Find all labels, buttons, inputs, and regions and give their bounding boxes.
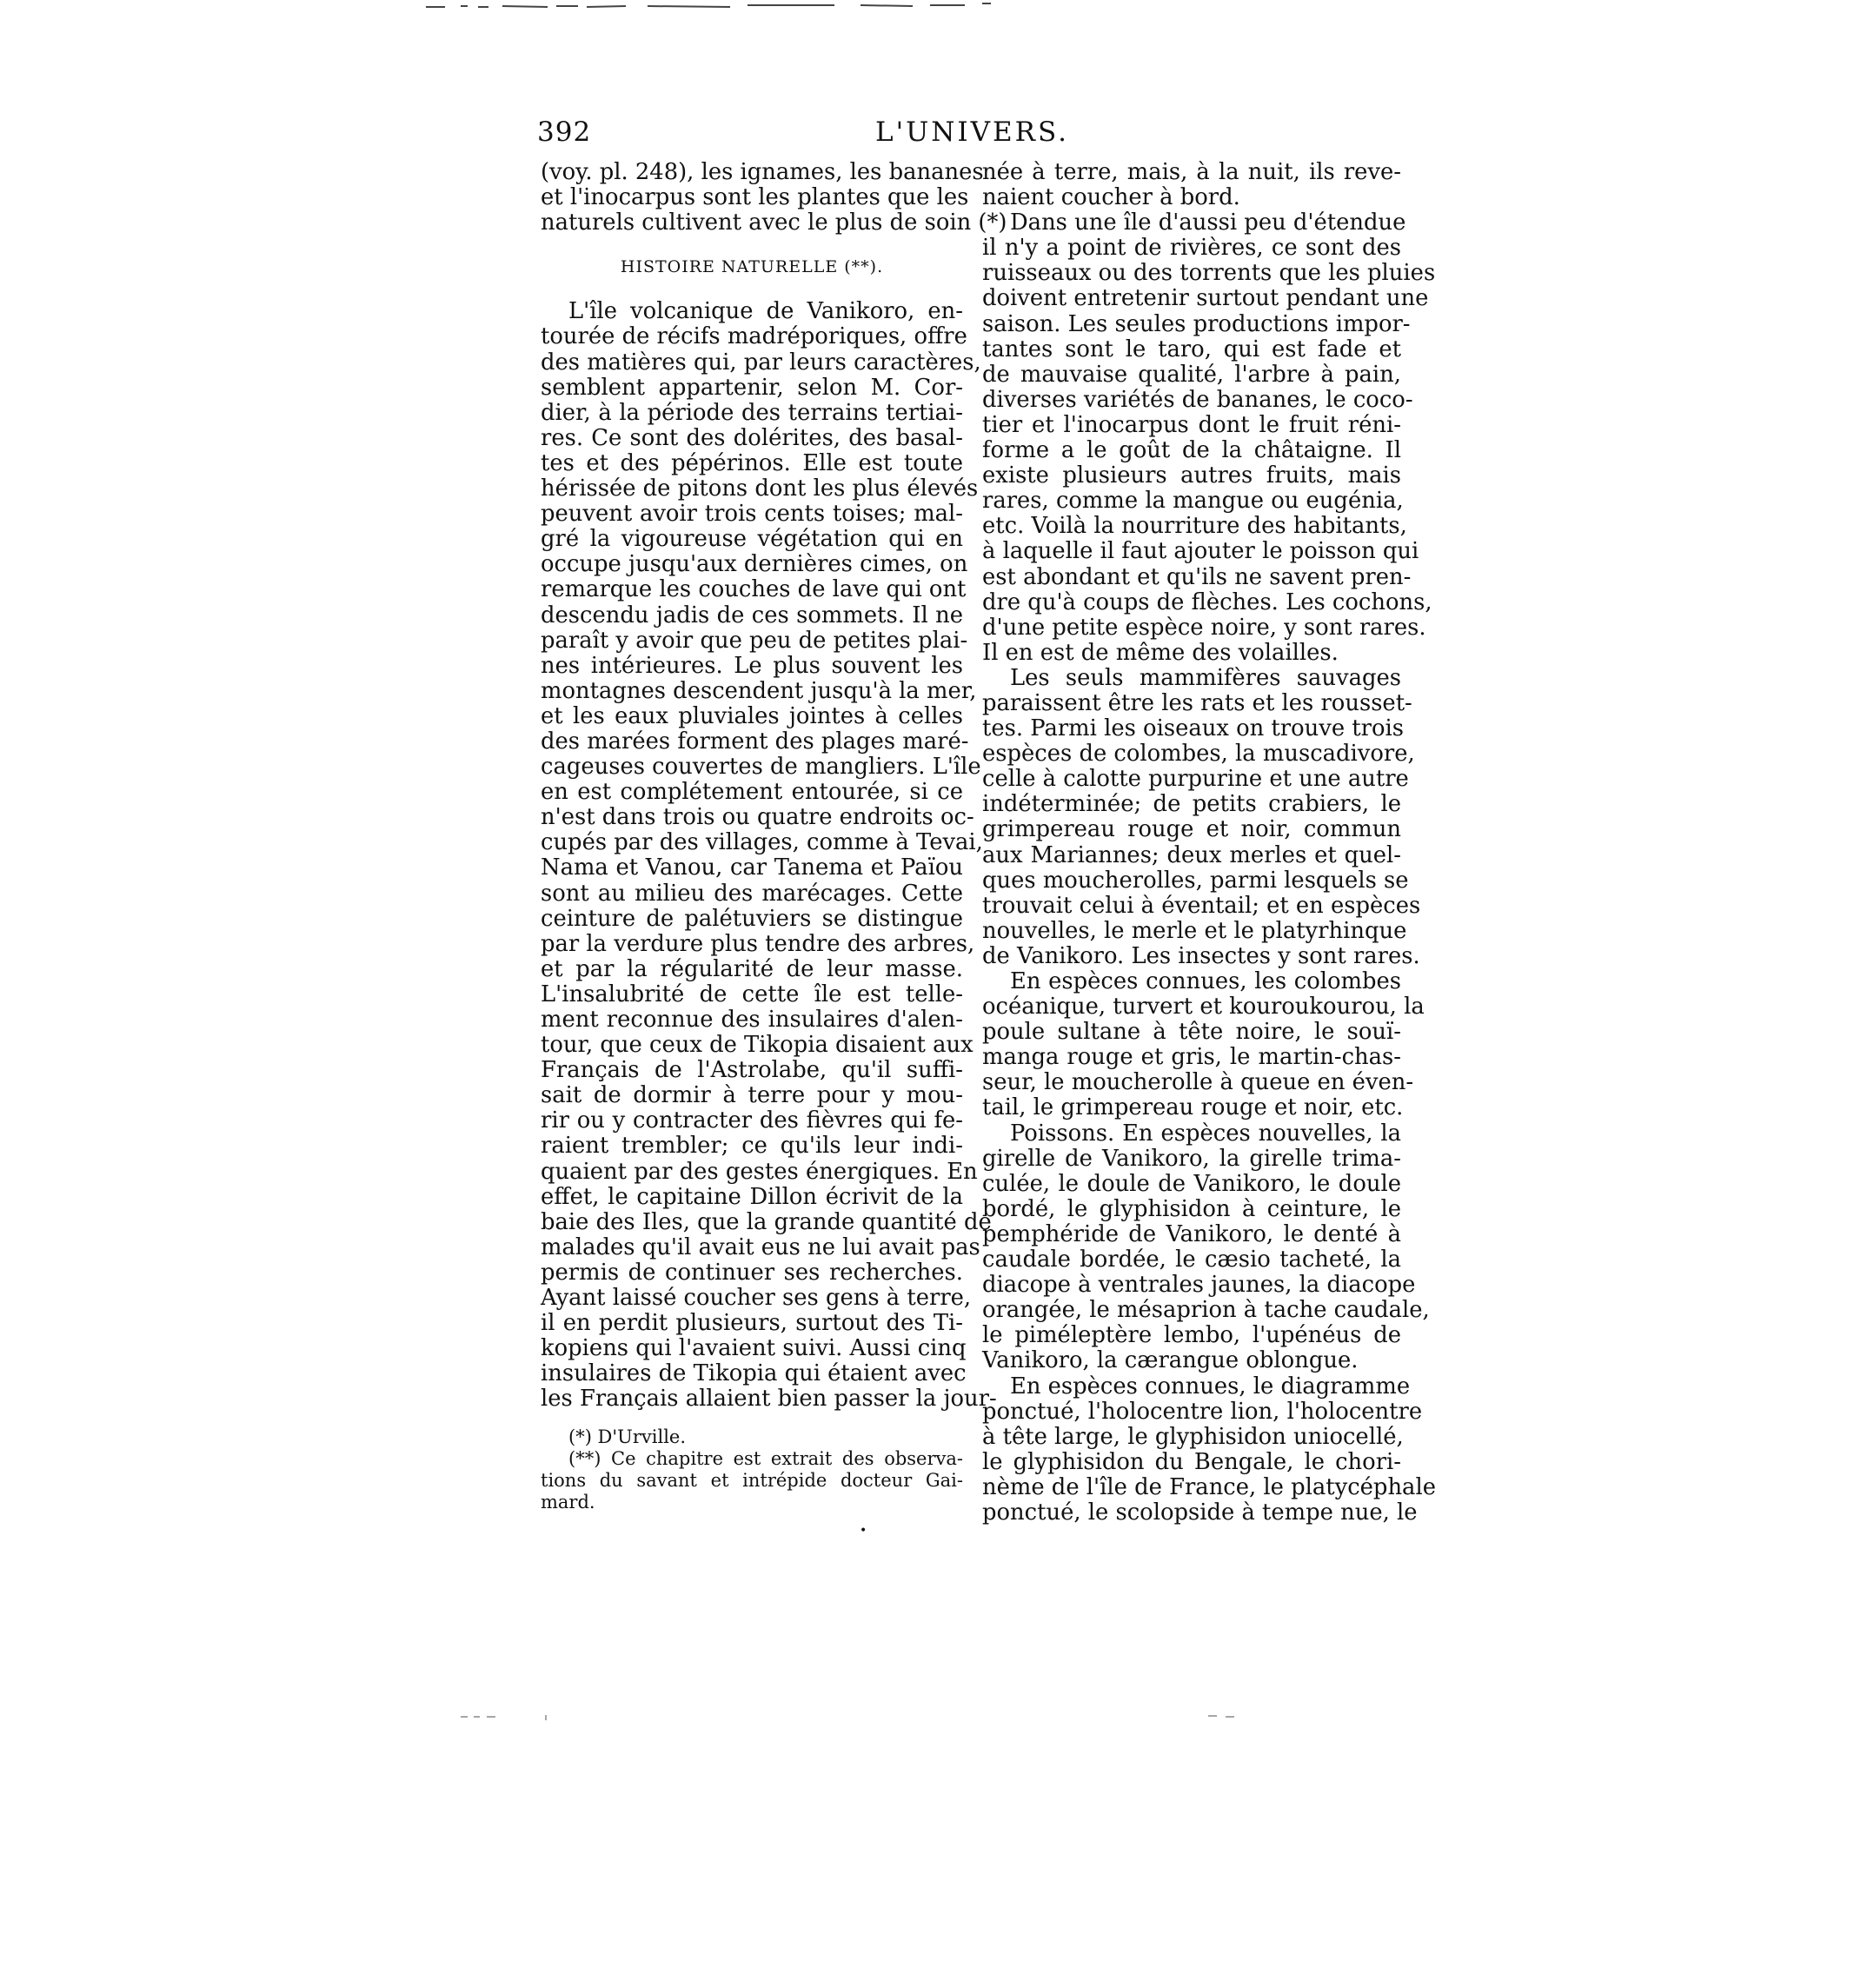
text-line: en est complétement entourée, si ce xyxy=(541,779,963,806)
text-line: gré la vigoureuse végétation qui en xyxy=(541,526,963,553)
footnotes xyxy=(541,1426,963,1513)
text-line: Poissons. En espèces nouvelles, la xyxy=(1010,1120,1401,1147)
text-line: nes intérieures. Le plus souvent les xyxy=(541,652,963,679)
text-line: quaient par des gestes énergiques. En xyxy=(541,1158,978,1185)
text-line: par la verdure plus tendre des arbres, xyxy=(541,930,975,957)
text-line: kopiens qui l'avaient suivi. Aussi cinq xyxy=(541,1335,967,1362)
scan-bottom-marks xyxy=(461,1712,1243,1721)
text-line: ceinture de palétuviers se distingue xyxy=(541,905,963,932)
text-line: cageuses couvertes de mangliers. L'île xyxy=(541,754,981,781)
text-line: naient coucher à bord. xyxy=(982,184,1240,211)
text-line: des matières qui, par leurs caractères, xyxy=(541,349,981,376)
text-line: nouvelles, le merle et le platyrhinque xyxy=(982,917,1407,944)
paragraph xyxy=(982,1373,1436,1526)
text-line: tes. Parmi les oiseaux on trouve trois xyxy=(982,715,1405,742)
running-title: L'UNIVERS. xyxy=(875,116,1069,148)
text-line: doivent entretenir surtout pendant une xyxy=(982,285,1429,312)
text-line: semblent appartenir, selon M. Cor- xyxy=(541,374,963,401)
text-line: raient trembler; ce qu'ils leur indi- xyxy=(541,1133,963,1160)
text-line: trouvait celui à éventail; et en espèces xyxy=(982,892,1421,919)
text-line: manga rouge et gris, le martin-chas- xyxy=(982,1044,1401,1071)
text-line: tour, que ceux de Tikopia disaient aux xyxy=(541,1032,974,1059)
text-line: res. Ce sont des dolérites, des basal- xyxy=(541,424,963,451)
text-line: L'île volcanique de Vanikoro, en- xyxy=(568,298,963,325)
body-paragraph xyxy=(541,298,997,1413)
text-line: diverses variétés de bananes, le coco- xyxy=(982,386,1413,413)
text-line: est abondant et qu'ils ne savent pren- xyxy=(982,563,1412,590)
text-line: espèces de colombes, la muscadivore, xyxy=(982,741,1415,768)
text-line: Ayant laissé coucher ses gens à terre, xyxy=(541,1285,972,1312)
text-line: (voy. pl. 248), les ignames, les bananes xyxy=(541,159,984,185)
text-line: tantes sont le taro, qui est fade et xyxy=(982,336,1401,362)
text-line: et par la régularité de leur masse. xyxy=(541,955,963,982)
text-line: etc. Voilà la nourriture des habitants, xyxy=(982,513,1407,540)
running-head xyxy=(532,116,1401,151)
text-line: remarque les couches de lave qui ont xyxy=(541,576,967,603)
text-line: Vanikoro, la cærangue oblongue. xyxy=(982,1347,1359,1374)
text-line: poule sultane à tête noire, le souï- xyxy=(982,1019,1401,1046)
text-line: le glyphisidon du Bengale, le chori- xyxy=(982,1448,1401,1475)
text-line: tier et l'inocarpus dont le fruit réni- xyxy=(982,411,1401,438)
text-line: ment reconnue des insulaires d'alen- xyxy=(541,1007,963,1033)
footnote-line: (*) D'Urville. xyxy=(568,1426,687,1447)
text-line: ponctué, l'holocentre lion, l'holocentre xyxy=(982,1398,1423,1425)
section-heading: HISTOIRE NATURELLE (**). xyxy=(620,257,884,277)
text-line: d'une petite espèce noire, y sont rares. xyxy=(982,614,1426,641)
footnote-line: (**) Ce chapitre est extrait des observa- xyxy=(568,1447,963,1469)
text-line: seur, le moucherolle à queue en éven- xyxy=(982,1069,1414,1096)
text-line: Il en est de même des volailles. xyxy=(982,639,1339,666)
text-line: n'est dans trois ou quatre endroits oc- xyxy=(541,804,974,831)
text-line: indéterminée; de petits crabiers, le xyxy=(982,791,1401,818)
printer-mark: • xyxy=(860,1524,867,1538)
text-line: le piméleptère lembo, l'upénéus de xyxy=(982,1322,1401,1349)
text-line: nème de l'île de France, le platycéphale xyxy=(982,1473,1436,1500)
text-line: tail, le grimpereau rouge et noir, etc. xyxy=(982,1094,1404,1121)
text-line: celle à calotte purpurine et une autre xyxy=(982,766,1409,793)
text-line: dre qu'à coups de flèches. Les cochons, xyxy=(982,588,1432,615)
text-line: montagnes descendent jusqu'à la mer, xyxy=(541,677,977,704)
text-line: des marées forment des plages maré- xyxy=(541,728,969,755)
text-line: tourée de récifs madréporiques, offre xyxy=(541,323,967,350)
paragraph xyxy=(982,664,1421,969)
scan-edge-marks xyxy=(426,0,1086,12)
text-line: caudale bordée, le cæsio tacheté, la xyxy=(982,1247,1401,1273)
text-line: à tête large, le glyphisidon uniocellé, xyxy=(982,1423,1404,1450)
text-line: En espèces connues, les colombes xyxy=(1010,968,1401,994)
paragraph xyxy=(982,209,1436,666)
book-page xyxy=(532,111,1436,1572)
text-line: aux Mariannes; deux merles et quel- xyxy=(982,841,1401,868)
text-line: diacope à ventrales jaunes, la diacope xyxy=(982,1272,1416,1299)
text-line: et les eaux pluviales jointes à celles xyxy=(541,702,963,729)
text-line: ponctué, le scolopside à tempe nue, le xyxy=(982,1499,1418,1526)
text-line: naturels cultivent avec le plus de soin (*) xyxy=(541,209,1007,236)
text-line: forme a le goût de la châtaigne. Il xyxy=(982,437,1401,464)
text-line: il n'y a point de rivières, ce sont des xyxy=(982,235,1401,262)
text-line: de Vanikoro. Les insectes y sont rares. xyxy=(982,942,1420,969)
text-line: En espèces connues, le diagramme xyxy=(1010,1373,1411,1400)
text-line: hérissée de pitons dont les plus élevés xyxy=(541,475,979,502)
text-line: permis de continuer ses recherches. xyxy=(541,1259,963,1286)
text-line: occupe jusqu'aux dernières cimes, on xyxy=(541,551,968,578)
text-line: de mauvaise qualité, l'arbre à pain, xyxy=(982,361,1401,388)
text-line: existe plusieurs autres fruits, mais xyxy=(982,462,1401,489)
text-line: les Français allaient bien passer la jour- xyxy=(541,1386,997,1413)
text-line: ruisseaux ou des torrents que les pluies xyxy=(982,260,1436,287)
text-line: descendu jadis de ces sommets. Il ne xyxy=(541,602,963,628)
text-line: Les seuls mammifères sauvages xyxy=(1010,664,1401,691)
intro-paragraph xyxy=(541,159,1007,236)
text-line: insulaires de Tikopia qui étaient avec xyxy=(541,1360,967,1387)
text-line: à laquelle il faut ajouter le poisson qui xyxy=(982,538,1419,565)
text-line: paraissent être les rats et les rousset- xyxy=(982,689,1412,716)
text-line: rares, comme la mangue ou eugénia, xyxy=(982,488,1404,515)
text-line: née à terre, mais, à la nuit, ils reve- xyxy=(982,159,1401,185)
text-line: sont au milieu des marécages. Cette xyxy=(541,880,963,907)
text-line: effet, le capitaine Dillon écrivit de la xyxy=(541,1183,963,1210)
text-line: et l'inocarpus sont les plantes que les xyxy=(541,184,969,211)
text-line: malades qu'il avait eus ne lui avait pas xyxy=(541,1233,980,1260)
text-line: L'insalubrité de cette île est telle- xyxy=(541,981,963,1007)
text-line: Dans une île d'aussi peu d'étendue xyxy=(1010,209,1406,236)
text-line: cupés par des villages, comme à Tevai, xyxy=(541,829,983,856)
text-line: Français de l'Astrolabe, qu'il suffi- xyxy=(541,1057,963,1084)
text-line: culée, le doule de Vanikoro, le doule xyxy=(982,1170,1401,1197)
footnote-line: mard. xyxy=(541,1491,595,1513)
text-line: pemphéride de Vanikoro, le denté à xyxy=(982,1220,1401,1247)
text-line: peuvent avoir trois cents toises; mal- xyxy=(541,501,963,528)
text-line: baie des Iles, que la grande quantité de xyxy=(541,1208,992,1235)
paragraph xyxy=(982,160,1401,210)
text-line: il en perdit plusieurs, surtout des Ti- xyxy=(541,1310,963,1337)
text-line: tes et des pépérinos. Elle est toute xyxy=(541,449,963,476)
text-line: paraît y avoir que peu de petites plai- xyxy=(541,627,968,654)
text-line: océanique, turvert et kouroukourou, la xyxy=(982,994,1425,1021)
paragraph xyxy=(982,968,1425,1121)
page-number: 392 xyxy=(537,116,592,148)
text-line: bordé, le glyphisidon à ceinture, le xyxy=(982,1195,1401,1222)
text-line: girelle de Vanikoro, la girelle trima- xyxy=(982,1145,1401,1172)
text-line: dier, à la période des terrains tertiai- xyxy=(541,399,963,426)
left-column xyxy=(541,159,1007,1513)
footnote-line: tions du savant et intrépide docteur Gai- xyxy=(541,1469,963,1491)
text-line: orangée, le mésaprion à tache caudale, xyxy=(982,1297,1430,1324)
text-line: rir ou y contracter des fièvres qui fe- xyxy=(541,1107,963,1134)
text-line: sait de dormir à terre pour y mou- xyxy=(541,1082,963,1109)
paragraph xyxy=(982,1120,1430,1374)
text-line: saison. Les seules productions impor- xyxy=(982,310,1411,337)
right-column xyxy=(982,159,1436,1526)
text-line: grimpereau rouge et noir, commun xyxy=(982,816,1401,843)
text-line: Nama et Vanou, car Tanema et Païou xyxy=(541,854,963,881)
text-line: ques moucherolles, parmi lesquels se xyxy=(982,867,1409,894)
